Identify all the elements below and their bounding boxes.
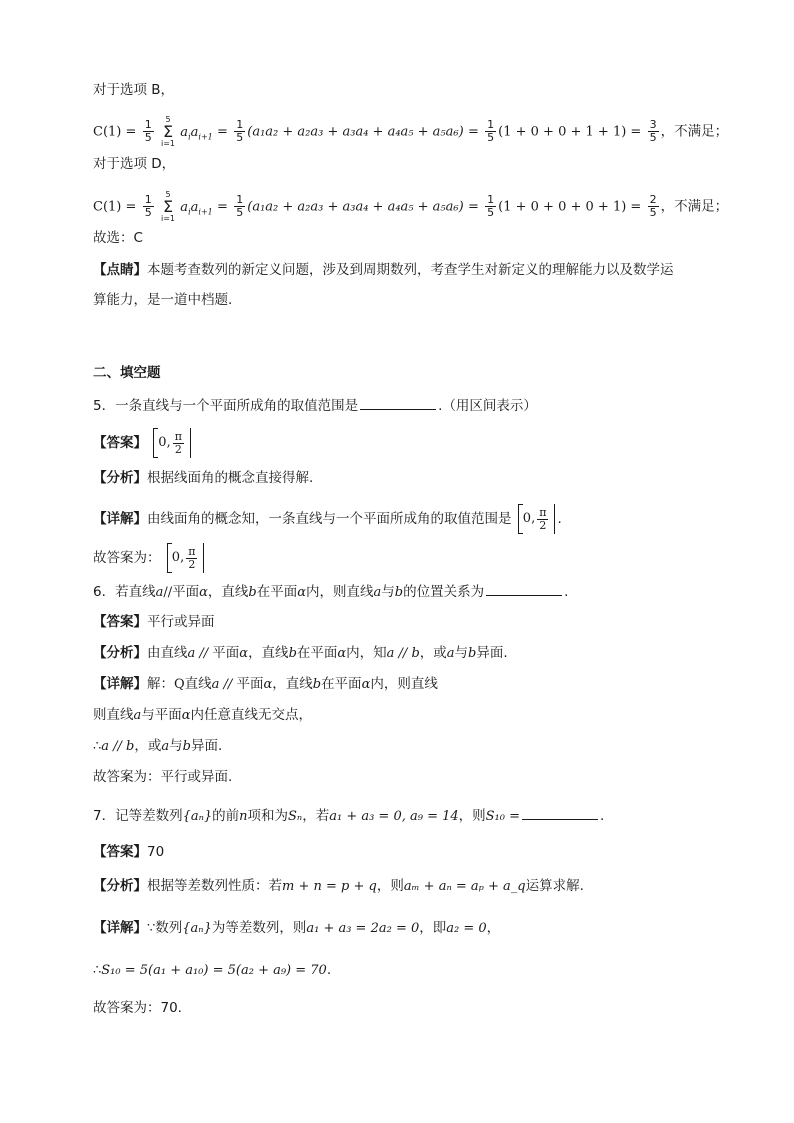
answer-blank <box>360 395 436 410</box>
q5-final: 故答案为： 0, $\frac{\pi}{2}$ <box>93 543 206 573</box>
q6-detail-2: 则直线a与平面α内任意直线无交点， <box>93 707 313 723</box>
interval: 0, $\frac{\pi}{2}$ <box>167 543 205 573</box>
fraction: $\frac{1}{5}$ <box>236 118 244 144</box>
q7-detail-1: 【详解】∵数列{aₙ}为等差数列，则a₁ + a₃ = 2a₂ = 0，即a₂ = 0， <box>93 920 501 936</box>
q5-analysis: 【分析】根据线面角的概念直接得解. <box>93 470 314 486</box>
answer-blank <box>486 581 562 596</box>
interval: 0, $\frac{\pi}{2}$ <box>518 504 556 534</box>
fraction: $\frac{1}{5}$ <box>487 193 495 219</box>
q5-answer: 【答案】 0, $\frac{\pi}{2}$ <box>93 428 193 458</box>
q7-final: 故答案为：70. <box>93 1000 182 1016</box>
answer-blank <box>522 805 598 820</box>
fraction: $\frac{1}{5}$ <box>144 118 152 144</box>
fraction: $\frac{2}{5}$ <box>649 193 657 219</box>
section-title: 二、填空题 <box>93 365 161 381</box>
comment-line-1: 【点睛】本题考查数列的新定义问题，涉及到周期数列，考查学生对新定义的理解能力以及数学运 <box>93 262 674 278</box>
fraction: $\frac{1}{5}$ <box>487 118 495 144</box>
q6-detail-3: ∴a // b，或a与b异面. <box>93 738 223 754</box>
q6-analysis: 【分析】由直线a // 平面α，直线b在平面α内，知a // b，或a与b异面. <box>93 645 508 661</box>
q5-detail: 【详解】由线面角的概念知，一条直线与一个平面所成角的取值范围是 0, $\frac{\pi}{2}$ . <box>93 504 562 534</box>
option-d-label: 对于选项 D， <box>93 156 176 172</box>
q7-analysis: 【分析】根据等差数列性质：若m + n = p + q，则aₘ + aₙ = aₚ + a_q运算求解. <box>93 878 584 894</box>
q7-answer: 【答案】70 <box>93 844 165 860</box>
option-d-formula: C(1) = $\frac{1}{5}$ 5 Σ i=1 $a_ia_{i+1}$ = $\frac{1}{5}$ (a₁a₂ + a₂a₃ + a₃a₄ + a₄a₅ + a₅a₆) = $\frac{1}{5}$ (1 + 0 + 0 + 0 + 1) = $\frac{2}{5}$ ，不满足； <box>93 190 729 223</box>
interval: 0, $\frac{\pi}{2}$ <box>153 428 191 458</box>
option-b-label: 对于选项 B， <box>93 82 175 98</box>
q6-answer: 【答案】平行或异面 <box>93 614 215 630</box>
fraction: $\frac{1}{5}$ <box>236 193 244 219</box>
summation-symbol: 5 Σ i=1 <box>160 190 175 223</box>
q7-detail-2: ∴S₁₀ = 5(a₁ + a₁₀) = 5(a₂ + a₉) = 70. <box>93 962 332 978</box>
q5-stem: 5．一条直线与一个平面所成角的取值范围是 .（用区间表示） <box>93 395 537 416</box>
comment-line-2: 算能力，是一道中档题. <box>93 292 233 308</box>
fraction: $\frac{3}{5}$ <box>649 118 657 144</box>
q6-final: 故答案为：平行或异面. <box>93 769 233 785</box>
q6-detail-1: 【详解】解：Q直线a // 平面α，直线b在平面α内，则直线 <box>93 676 438 692</box>
q7-stem: 7．记等差数列{aₙ}的前n项和为Sₙ，若a₁ + a₃ = 0, a₉ = 14，则S₁₀ = . <box>93 805 604 827</box>
q6-stem: 6．若直线a//平面α，直线b在平面α内，则直线a与b的位置关系为 . <box>93 581 568 603</box>
option-b-formula: C(1) = $\frac{1}{5}$ 5 Σ i=1 $a_ia_{i+1}$ = $\frac{1}{5}$ (a₁a₂ + a₂a₃ + a₃a₄ + a₄a₅ + a₅a₆) = $\frac{1}{5}$ (1 + 0 + 0 + 1 + 1) = $\frac{3}{5}$ ，不满足； <box>93 115 729 148</box>
choose-line: 故选：C <box>93 230 143 246</box>
summation-symbol: 5 Σ i=1 <box>160 115 175 148</box>
fraction: $\frac{1}{5}$ <box>144 193 152 219</box>
